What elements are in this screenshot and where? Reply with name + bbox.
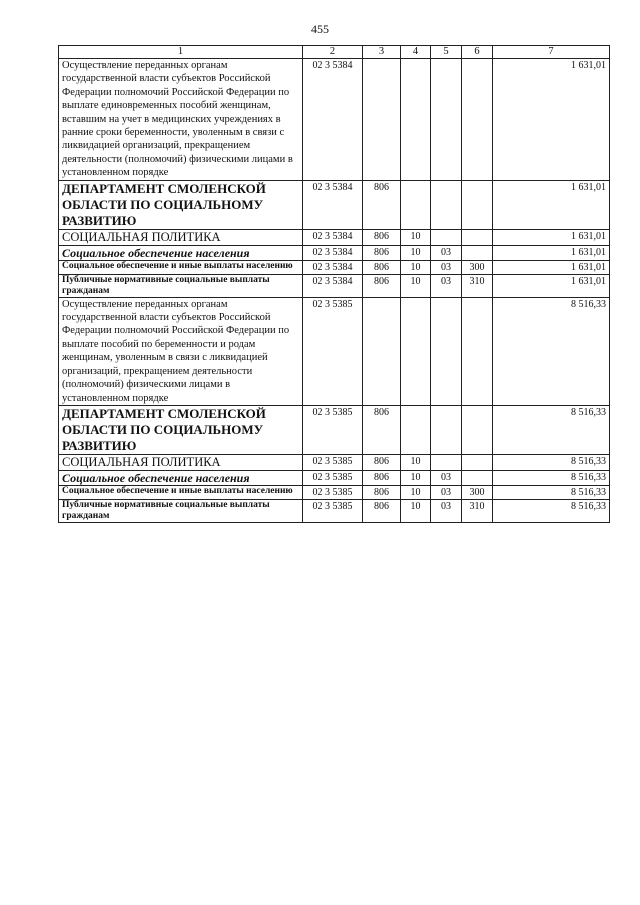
column-header: 2	[303, 46, 363, 59]
target-article-code: 02 3 5384	[303, 260, 363, 274]
amount: 8 516,33	[493, 297, 610, 405]
row-name: Публичные нормативные социальные выплаты гражданам	[59, 274, 303, 297]
row-name: СОЦИАЛЬНАЯ ПОЛИТИКА	[59, 229, 303, 245]
target-article-code: 02 3 5385	[303, 499, 363, 522]
amount: 8 516,33	[493, 499, 610, 522]
section-code	[401, 405, 431, 454]
ministry-code: 806	[363, 499, 401, 522]
target-article-code: 02 3 5384	[303, 245, 363, 260]
ministry-code: 806	[363, 180, 401, 229]
section-code	[401, 180, 431, 229]
subsection-code: 03	[431, 260, 462, 274]
subsection-code	[431, 229, 462, 245]
expense-type-code	[462, 229, 493, 245]
ministry-code: 806	[363, 454, 401, 470]
subsection-code: 03	[431, 245, 462, 260]
column-header: 3	[363, 46, 401, 59]
row-name: ДЕПАРТАМЕНТ СМОЛЕНСКОЙ ОБЛАСТИ ПО СОЦИАЛЬНОМУ РАЗВИТИЮ	[59, 405, 303, 454]
ministry-code: 806	[363, 260, 401, 274]
row-name: Осуществление переданных органам государственной власти субъектов Российской Федерации полномочий Российской Федерации по выплате единовременных пособий женщинам, вставшим на учет в медицинских учреждениях в ранние сроки беременности, уволенным в связи с ликвидацией организаций, прекращением деятельности (полномочий) физическими лицами в установленном порядке	[59, 59, 303, 181]
target-article-code: 02 3 5384	[303, 274, 363, 297]
ministry-code	[363, 297, 401, 405]
ministry-code: 806	[363, 245, 401, 260]
expense-type-code	[462, 470, 493, 485]
amount: 1 631,01	[493, 260, 610, 274]
amount: 8 516,33	[493, 405, 610, 454]
row-name: Осуществление переданных органам государственной власти субъектов Российской Федерации полномочий Российской Федерации по выплате пособий по беременности и родам женщинам, уволенным в связи с ликвидацией организаций, прекращением деятельности (полномочий) физическими лицами в установленном порядке	[59, 297, 303, 405]
target-article-code: 02 3 5385	[303, 297, 363, 405]
subsection-code: 03	[431, 470, 462, 485]
expense-type-code	[462, 297, 493, 405]
amount: 1 631,01	[493, 180, 610, 229]
ministry-code: 806	[363, 470, 401, 485]
subsection-code	[431, 297, 462, 405]
row-name: СОЦИАЛЬНАЯ ПОЛИТИКА	[59, 454, 303, 470]
section-code: 10	[401, 499, 431, 522]
expense-type-code	[462, 180, 493, 229]
target-article-code: 02 3 5384	[303, 180, 363, 229]
table-row	[59, 454, 610, 470]
target-article-code: 02 3 5385	[303, 470, 363, 485]
section-code	[401, 59, 431, 181]
expense-type-code: 300	[462, 260, 493, 274]
ministry-code: 806	[363, 485, 401, 499]
expense-type-code	[462, 245, 493, 260]
row-name: Социальное обеспечение и иные выплаты населению	[59, 485, 303, 499]
table-row	[59, 245, 610, 260]
amount: 1 631,01	[493, 274, 610, 297]
column-header: 6	[462, 46, 493, 59]
amount: 8 516,33	[493, 454, 610, 470]
target-article-code: 02 3 5385	[303, 405, 363, 454]
table-row	[59, 405, 610, 454]
section-code	[401, 297, 431, 405]
amount: 1 631,01	[493, 229, 610, 245]
row-name: Социальное обеспечение и иные выплаты населению	[59, 260, 303, 274]
amount: 8 516,33	[493, 470, 610, 485]
target-article-code: 02 3 5385	[303, 454, 363, 470]
expense-type-code	[462, 454, 493, 470]
ministry-code: 806	[363, 229, 401, 245]
row-name: Социальное обеспечение населения	[59, 470, 303, 485]
section-code: 10	[401, 260, 431, 274]
expense-type-code	[462, 405, 493, 454]
target-article-code: 02 3 5384	[303, 229, 363, 245]
subsection-code: 03	[431, 485, 462, 499]
row-name: Социальное обеспечение населения	[59, 245, 303, 260]
target-article-code: 02 3 5385	[303, 485, 363, 499]
row-name: Публичные нормативные социальные выплаты гражданам	[59, 499, 303, 522]
expense-type-code: 310	[462, 499, 493, 522]
section-code: 10	[401, 454, 431, 470]
amount: 1 631,01	[493, 59, 610, 181]
budget-table	[58, 45, 610, 523]
row-name: ДЕПАРТАМЕНТ СМОЛЕНСКОЙ ОБЛАСТИ ПО СОЦИАЛЬНОМУ РАЗВИТИЮ	[59, 180, 303, 229]
subsection-code	[431, 180, 462, 229]
page-number: 455	[311, 22, 329, 36]
table-row	[59, 229, 610, 245]
subsection-code	[431, 405, 462, 454]
section-code: 10	[401, 274, 431, 297]
column-header: 7	[493, 46, 610, 59]
ministry-code: 806	[363, 405, 401, 454]
section-code: 10	[401, 485, 431, 499]
column-header: 1	[59, 46, 303, 59]
ministry-code: 806	[363, 274, 401, 297]
table-row	[59, 260, 610, 274]
column-header: 4	[401, 46, 431, 59]
amount: 1 631,01	[493, 245, 610, 260]
subsection-code: 03	[431, 274, 462, 297]
section-code: 10	[401, 245, 431, 260]
section-code: 10	[401, 229, 431, 245]
table-row	[59, 499, 610, 522]
table-row	[59, 59, 610, 181]
amount: 8 516,33	[493, 485, 610, 499]
column-header: 5	[431, 46, 462, 59]
header-row	[59, 46, 610, 59]
expense-type-code: 310	[462, 274, 493, 297]
table-row	[59, 180, 610, 229]
table-row	[59, 485, 610, 499]
expense-type-code: 300	[462, 485, 493, 499]
table-row	[59, 274, 610, 297]
subsection-code: 03	[431, 499, 462, 522]
table-row	[59, 297, 610, 405]
target-article-code: 02 3 5384	[303, 59, 363, 181]
subsection-code	[431, 59, 462, 181]
section-code: 10	[401, 470, 431, 485]
table-row	[59, 470, 610, 485]
ministry-code	[363, 59, 401, 181]
expense-type-code	[462, 59, 493, 181]
subsection-code	[431, 454, 462, 470]
